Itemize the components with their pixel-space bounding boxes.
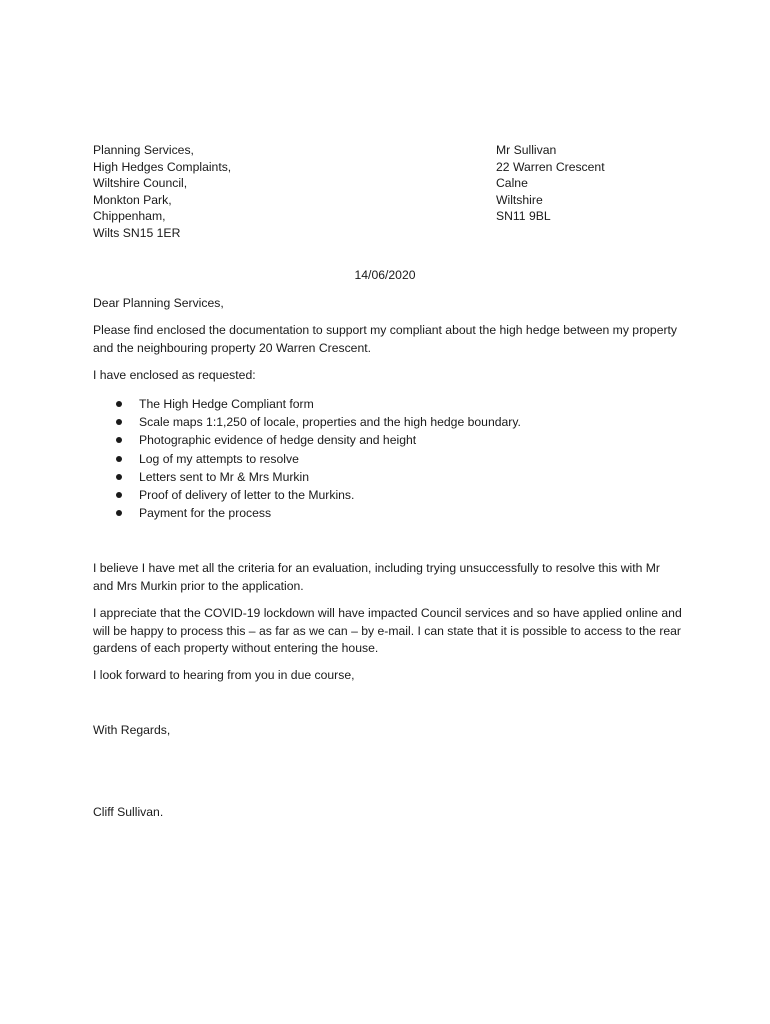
paragraph-documentation: Please find enclosed the documentation to support my compliant about the high hedge between my property and the neighbouring property 20 Warren Crescent.: [93, 323, 678, 355]
sender-address-line: Wiltshire: [496, 192, 543, 207]
list-item: [93, 486, 521, 504]
list-item: [93, 468, 521, 486]
list-item-text: Scale maps 1:1,250 of locale, properties and the high hedge boundary.: [139, 415, 521, 430]
letter-date: 14/06/2020: [354, 268, 416, 282]
sender-address-line: SN11 9BL: [496, 209, 551, 223]
enclosed-intro: I have enclosed as requested:: [93, 368, 256, 382]
sender-address-line: Mr Sullivan: [496, 143, 557, 157]
list-item-text: Proof of delivery of letter to the Murkins.: [139, 488, 355, 503]
sender-address-line: 22 Warren Crescent: [496, 159, 605, 174]
recipient-address-line: Wilts SN15 1ER: [93, 225, 181, 240]
recipient-address: [93, 142, 231, 241]
recipient-address-line: Planning Services,: [93, 143, 194, 157]
signature: Cliff Sullivan.: [93, 805, 164, 819]
recipient-address-line: High Hedges Complaints,: [93, 159, 232, 174]
paragraph-criteria: I believe I have met all the criteria for an evaluation, including trying unsuccessfully to resolve this with Mr and Mrs Murkin prior to the application.: [93, 561, 660, 593]
list-item-text: Payment for the process: [139, 506, 272, 521]
enclosures-list: [93, 395, 521, 522]
list-item-text: Photographic evidence of hedge density and height: [139, 433, 417, 448]
bullet-icon: [116, 437, 122, 443]
salutation: Dear Planning Services,: [93, 296, 224, 310]
list-item: [93, 413, 521, 431]
recipient-address-line: Wiltshire Council,: [93, 176, 188, 190]
bullet-icon: [116, 419, 122, 425]
recipient-address-line: Monkton Park,: [93, 192, 172, 207]
closing: With Regards,: [93, 723, 171, 737]
list-item-text: Letters sent to Mr & Mrs Murkin: [139, 469, 309, 484]
bullet-icon: [116, 510, 122, 516]
sender-address-line: Calne: [496, 176, 528, 190]
list-item-text: The High Hedge Compliant form: [139, 397, 314, 411]
bullet-icon: [116, 492, 122, 498]
bullet-icon: [116, 474, 122, 480]
recipient-address-line: Chippenham,: [93, 209, 166, 223]
sender-address: [496, 142, 605, 225]
list-item: [93, 450, 521, 468]
list-item: [93, 431, 521, 449]
bullet-icon: [116, 456, 122, 462]
list-item: [93, 504, 521, 522]
list-item-text: Log of my attempts to resolve: [139, 451, 299, 466]
paragraph-closing-remark: I look forward to hearing from you in due course,: [93, 668, 355, 682]
list-item: [93, 395, 521, 413]
paragraph-covid: I appreciate that the COVID-19 lockdown will have impacted Council services and so have applied online and will be happy to process this – as far as we can – by e-mail. I can state that it is possible to access to the rear gardens of each property without entering the house.: [93, 606, 682, 655]
bullet-icon: [116, 401, 122, 407]
